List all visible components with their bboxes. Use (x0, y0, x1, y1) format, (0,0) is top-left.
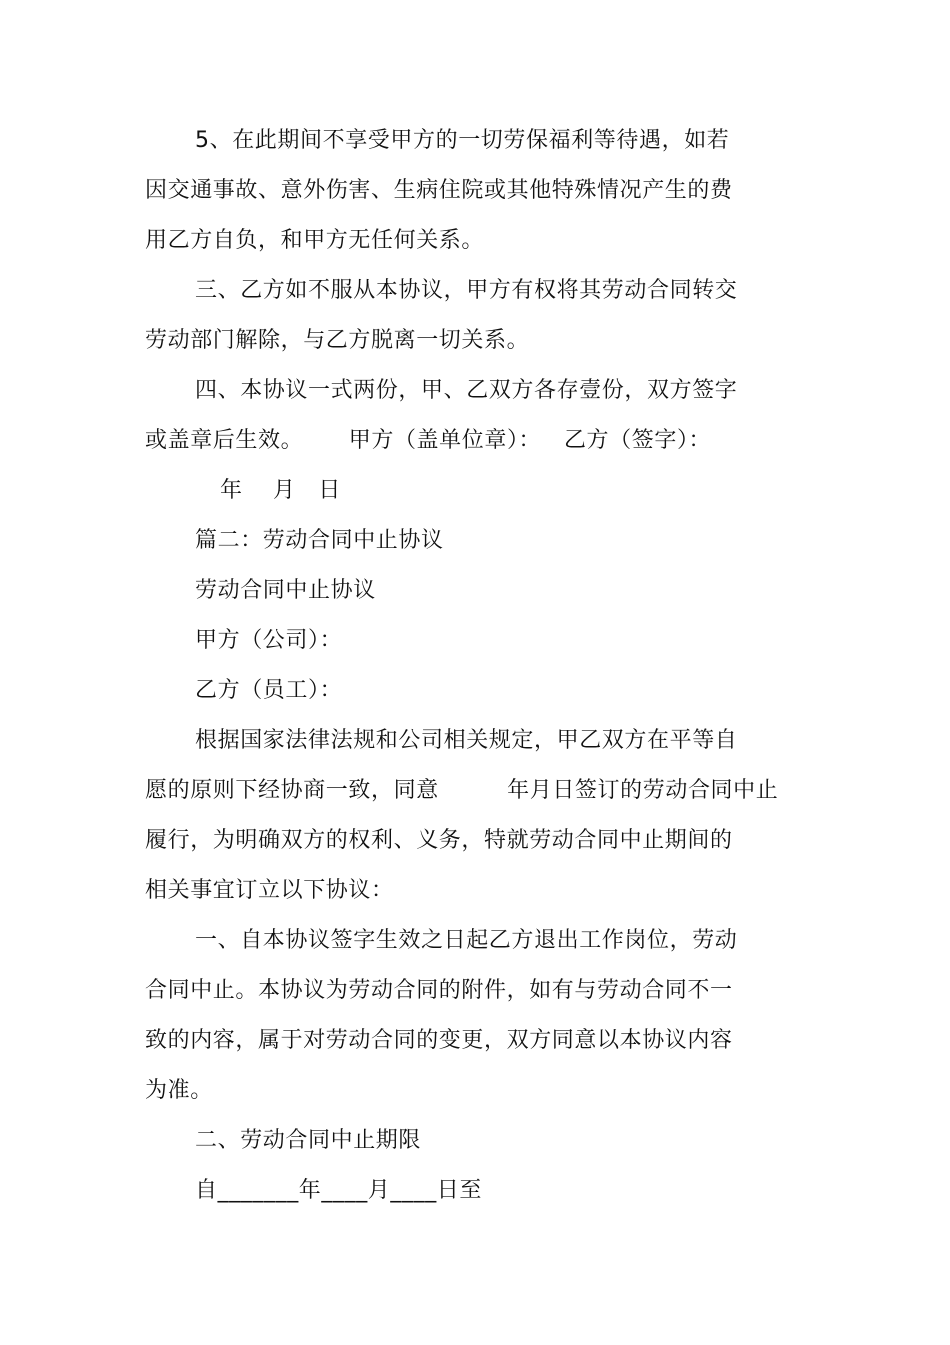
paragraph-line: 为准。 (145, 1078, 213, 1103)
paragraph-line: 三、乙方如不服从本协议，甲方有权将其劳动合同转交 (195, 278, 738, 303)
party-a-line: 甲方（公司）： (195, 628, 343, 653)
paragraph-line: 5、在此期间不享受甲方的一切劳保福利等待遇，如若 (195, 128, 730, 153)
paragraph-line: 劳动部门解除，与乙方脱离一切关系。 (145, 328, 530, 353)
paragraph-line: 一、自本协议签字生效之日起乙方退出工作岗位，劳动 (195, 928, 738, 953)
signature-line: 或盖章后生效。 甲方（盖单位章）： 乙方（签字）： (145, 428, 712, 453)
paragraph-line: 履行，为明确双方的权利、义务，特就劳动合同中止期间的 (145, 828, 733, 853)
paragraph-line: 四、本协议一式两份，甲、乙双方各存壹份，双方签字 (195, 378, 738, 403)
paragraph-line: 相关事宜订立以下协议： (145, 878, 394, 903)
paragraph-line: 致的内容，属于对劳动合同的变更，双方同意以本协议内容 (145, 1028, 733, 1053)
date-line: 年 月 日 (220, 478, 341, 503)
paragraph-line: 合同中止。本协议为劳动合同的附件，如有与劳动合同不一 (145, 978, 733, 1003)
paragraph-line: 根据国家法律法规和公司相关规定，甲乙双方在平等自 (195, 728, 738, 753)
paragraph-line: 因交通事故、意外伤害、生病住院或其他特殊情况产生的费 (145, 178, 733, 203)
party-b-line: 乙方（员工）： (195, 678, 343, 703)
document-title: 劳动合同中止协议 (195, 578, 376, 603)
paragraph-line: 用乙方自负，和甲方无任何关系。 (145, 228, 485, 253)
section-heading: 篇二：劳动合同中止协议 (195, 528, 444, 553)
date-range-line: 自_______年____月____日至 (195, 1178, 483, 1203)
paragraph-line: 愿的原则下经协商一致，同意 年月日签订的劳动合同中止 (145, 778, 779, 803)
section-heading: 二、劳动合同中止期限 (195, 1128, 422, 1153)
